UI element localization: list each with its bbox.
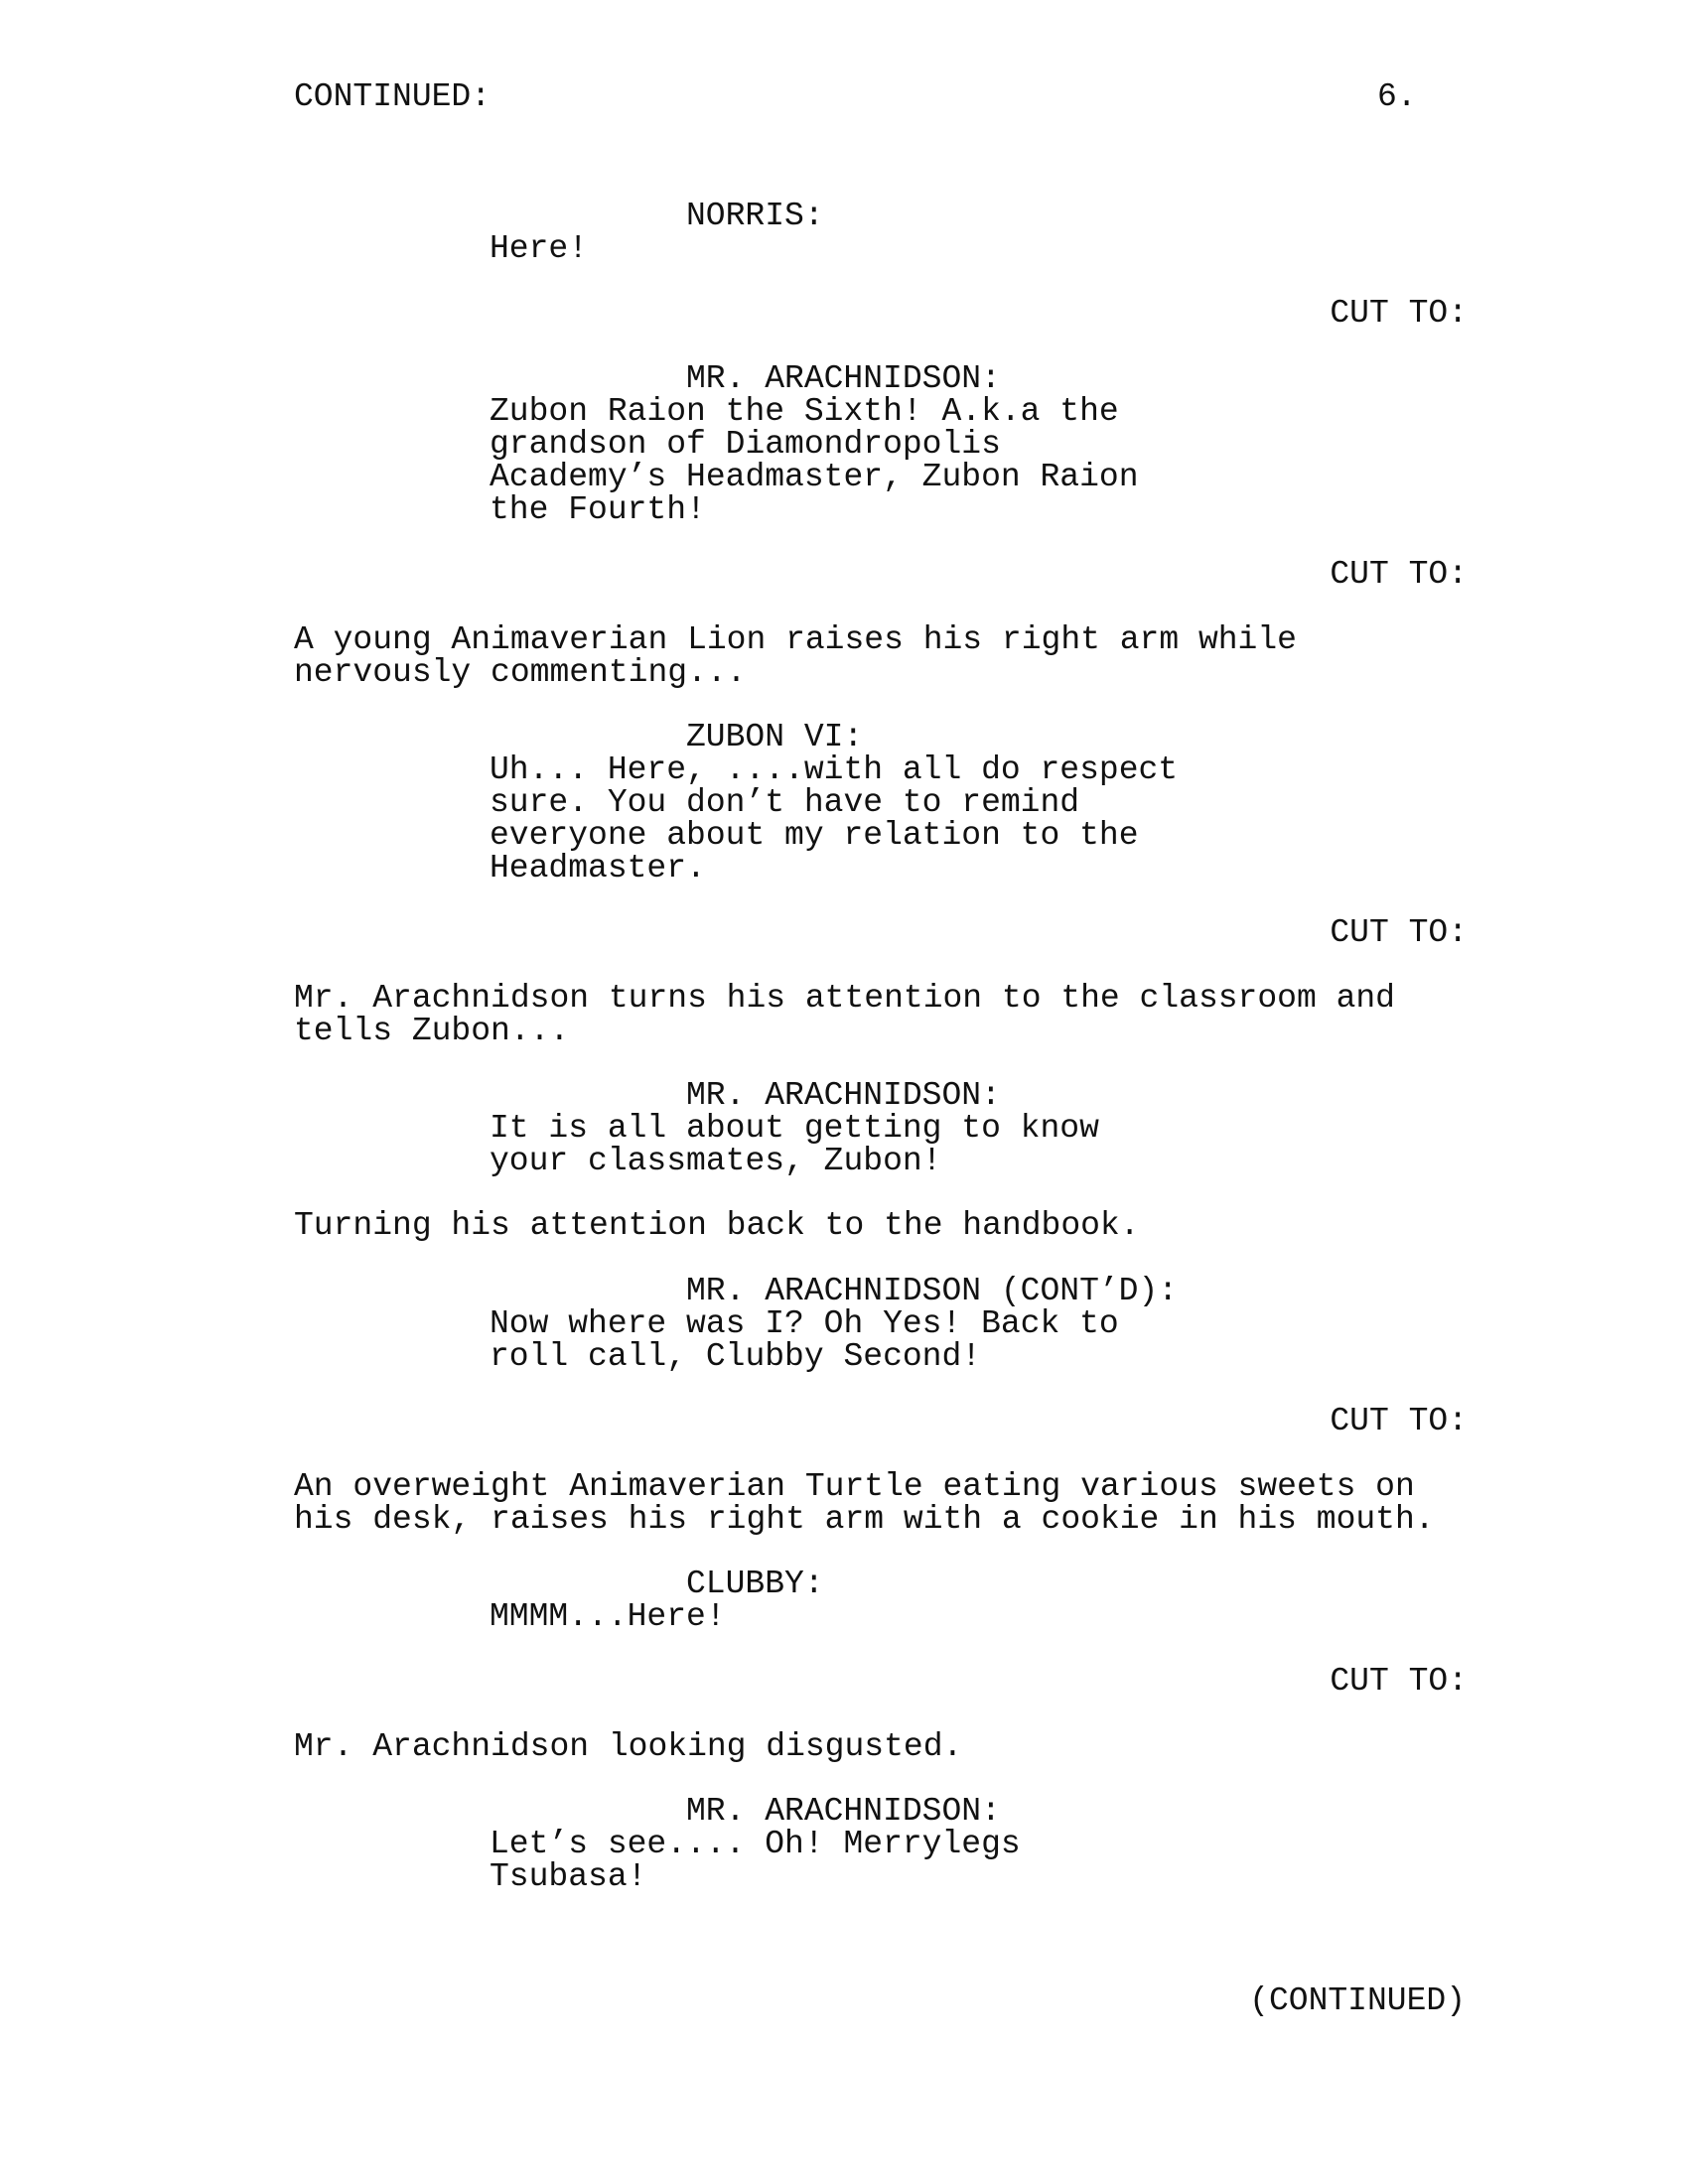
transition: CUT TO: [1330, 556, 1468, 593]
character-name: MR. ARACHNIDSON: [686, 1077, 1001, 1114]
page-number: 6. [1377, 78, 1417, 115]
action-line: A young Animaverian Lion raises his right arm while nervously commenting... [294, 621, 1297, 691]
continued-footer: (CONTINUED) [1249, 1982, 1466, 2019]
transition: CUT TO: [1330, 1663, 1468, 1700]
action-line: Mr. Arachnidson turns his attention to the classroom and tells Zubon... [294, 980, 1395, 1049]
dialogue: Uh... Here, ....with all do respect sure. You don’t have to remind everyone about my relation to the Headmaster. [490, 751, 1179, 887]
transition: CUT TO: [1330, 914, 1468, 951]
character-name: CLUBBY: [686, 1566, 824, 1602]
action-line: Turning his attention back to the handbook. [294, 1207, 1140, 1244]
character-name: MR. ARACHNIDSON: [686, 360, 1001, 397]
continued-header: CONTINUED: [294, 78, 492, 115]
character-name: MR. ARACHNIDSON: [686, 1793, 1001, 1830]
transition: CUT TO: [1330, 1403, 1468, 1439]
character-name: ZUBON VI: [686, 719, 864, 755]
transition: CUT TO: [1330, 295, 1468, 332]
dialogue: MMMM...Here! [490, 1598, 726, 1635]
character-name: NORRIS: [686, 198, 824, 234]
action-line: Mr. Arachnidson looking disgusted. [294, 1728, 963, 1765]
dialogue: Let’s see.... Oh! Merrylegs Tsubasa! [490, 1826, 1021, 1895]
dialogue: Now where was I? Oh Yes! Back to roll call, Clubby Second! [490, 1305, 1119, 1375]
character-name: MR. ARACHNIDSON (CONT’D): [686, 1273, 1179, 1309]
dialogue: Zubon Raion the Sixth! A.k.a the grandson of Diamondropolis Academy’s Headmaster, Zubon Raion the Fourth! [490, 393, 1139, 528]
dialogue: Here! [490, 230, 589, 267]
dialogue: It is all about getting to know your classmates, Zubon! [490, 1110, 1099, 1179]
action-line: An overweight Animaverian Turtle eating various sweets on his desk, raises his right arm with a cookie in his mouth. [294, 1468, 1435, 1538]
